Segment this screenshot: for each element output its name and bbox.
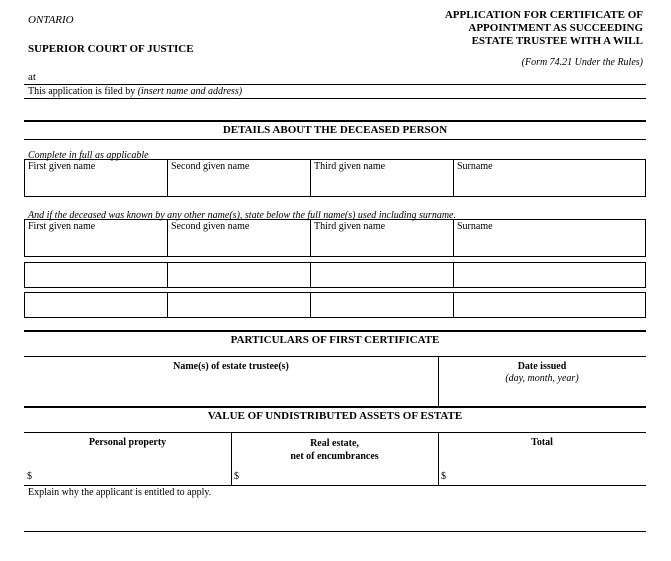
alias-row-3-cell[interactable] [24,292,168,318]
real-estate-label-line-2: net of encumbrances [290,451,379,462]
at-field-line[interactable] [24,84,646,85]
date-issued-label: Date issued [517,361,567,372]
second-given-name-field[interactable] [167,159,311,197]
filed-by-label [28,86,242,97]
section-rule [24,139,646,140]
total-currency: $ [441,471,446,482]
date-format-label: (day, month, year) [505,373,579,384]
alias-second-given-name-field[interactable] [167,219,311,257]
first-certificate-heading: PARTICULARS OF FIRST CERTIFICATE [230,334,440,346]
section-rule [24,120,646,122]
column-label: Surname [457,161,493,172]
explain-field-line [24,531,646,532]
alias-row-2-cell[interactable] [24,262,168,288]
explain-field[interactable] [26,500,644,530]
total-label: Total [531,437,553,448]
column-label: Third given name [314,221,386,232]
section-rule [24,485,646,486]
trustees-label: Name(s) of estate trustee(s) [173,361,289,372]
alias-row-3-cell[interactable] [310,292,454,318]
real-estate-label [231,437,438,463]
personal-property-field[interactable] [36,468,226,483]
form-title-line-3: ESTATE TRUSTEE WITH A WILL [471,35,643,47]
date-issued-field[interactable] [442,388,642,404]
court-name: SUPERIOR COURT OF JUSTICE [28,43,194,55]
alias-row-2-cell[interactable] [167,262,311,288]
alias-first-given-name-field[interactable] [24,219,168,257]
province-label: ONTARIO [28,14,74,26]
alias-row-3-cell[interactable] [453,292,646,318]
section-rule [24,330,646,332]
complete-note: Complete in full as applicable [28,150,149,161]
alias-third-given-name-field[interactable] [310,219,454,257]
filed-by-instruction: (insert name and address) [137,86,243,97]
real-estate-currency: $ [234,471,239,482]
first-given-name-field[interactable] [24,159,168,197]
form-title-line-2: APPOINTMENT AS SUCCEEDING [468,22,643,34]
personal-property-label: Personal property [88,437,167,448]
column-divider [438,357,439,407]
column-label: Surname [457,221,493,232]
section-rule [24,432,646,433]
column-label: First given name [28,221,96,232]
filed-by-prefix: This application is filed by [28,86,138,97]
trustees-field[interactable] [26,376,434,404]
column-label: First given name [28,161,96,172]
explain-label: Explain why the applicant is entitled to apply. [28,487,212,498]
at-label: at [28,71,36,83]
real-estate-label-line-1: Real estate, [310,438,359,449]
form-title [445,9,643,48]
real-estate-field[interactable] [243,468,433,483]
form-reference: (Form 74.21 Under the Rules) [521,57,643,68]
section-rule [24,356,646,357]
form-title-line-1: APPLICATION FOR CERTIFICATE OF [444,9,643,21]
personal-property-currency: $ [27,471,32,482]
surname-field[interactable] [453,159,646,197]
column-label: Third given name [314,161,386,172]
section-rule [24,406,646,408]
alias-surname-field[interactable] [453,219,646,257]
alias-row-2-cell[interactable] [310,262,454,288]
filed-by-field-line[interactable] [24,98,646,99]
third-given-name-field[interactable] [310,159,454,197]
column-label: Second given name [171,221,250,232]
column-label: Second given name [171,161,250,172]
deceased-heading: DETAILS ABOUT THE DECEASED PERSON [222,124,448,136]
alias-row-3-cell[interactable] [167,292,311,318]
assets-heading: VALUE OF UNDISTRIBUTED ASSETS OF ESTATE [207,410,463,422]
total-field[interactable] [450,468,642,483]
other-names-note: And if the deceased was known by any other name(s), state below the full name(s) used including surname. [28,210,456,221]
alias-row-2-cell[interactable] [453,262,646,288]
